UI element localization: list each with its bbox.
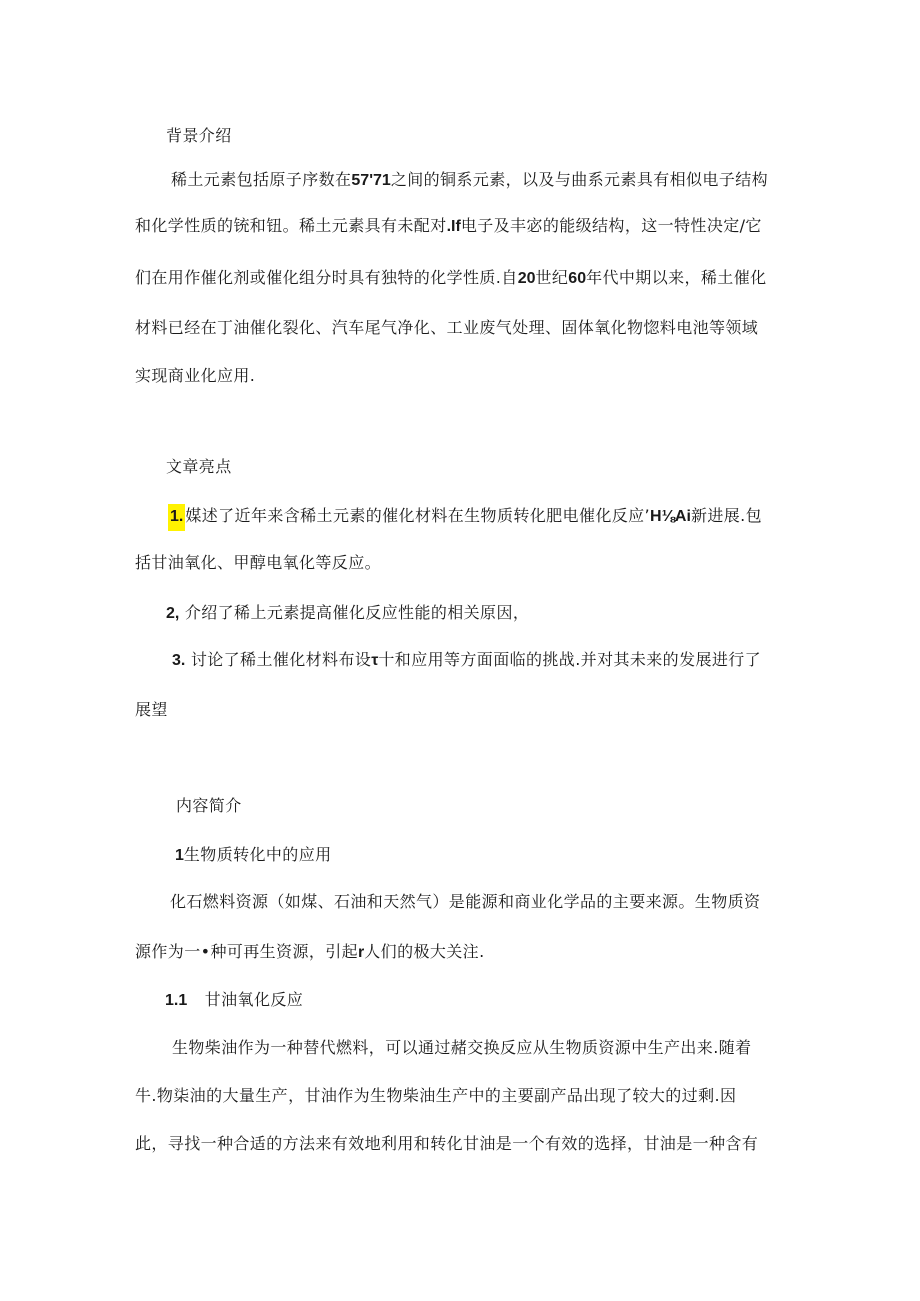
item-number: 3. — [172, 652, 186, 669]
paragraph-line: 牛.物柒油的大量生产，甘油作为生物柴油生产中的主要副产品出现了较大的过剩.因 — [135, 1086, 737, 1105]
text-run-bold: 60 — [568, 270, 587, 287]
text-run-bold: .If — [446, 218, 461, 235]
highlight-item-2 — [166, 603, 529, 624]
text-run: 电子及丰宓的能级结构，这一特性决定/它 — [460, 216, 762, 235]
text-run-bold: 57'71 — [351, 172, 391, 189]
text-run: 源作为一•种可再生资源，引起 — [135, 942, 359, 961]
highlight-item-3 — [172, 650, 761, 671]
paragraph-line: 此，寻找一种合适的方法来有效地利用和转化甘油是一个有效的选择，甘油是一种含有 — [135, 1134, 759, 1153]
text-run: 十和应用等方面面临的挑战.并对其未来的发展进行了 — [378, 650, 762, 669]
section-title-content: 内容简介 — [176, 796, 242, 815]
text-run: 介绍了稀上元素提高催化反应性能的相关原因， — [184, 603, 530, 622]
text-run: 讨论了稀土催化材料布设 — [190, 650, 372, 669]
highlight-marker: 1. — [168, 504, 185, 531]
section-title-background: 背景介绍 — [166, 126, 232, 145]
text-run: 世纪 — [535, 268, 569, 287]
text-run: 年代中期以来，稀土催化 — [586, 268, 767, 287]
text-run: 和化学性质的铳和钮。稀土元素具有未配对 — [135, 216, 447, 235]
paragraph-line — [135, 942, 485, 963]
paragraph-line — [135, 366, 255, 386]
text-run: 之间的铜系元素，以及与曲系元素具有相似电子结构 — [390, 170, 769, 189]
text-run-bold: τ — [371, 652, 379, 669]
text-run: 人们的极大关注. — [364, 942, 485, 961]
paragraph-line: 生物柴油作为一种替代燃料，可以通过赭交换反应从生物质资源中生产出来.随着 — [172, 1038, 752, 1057]
heading-text: 甘油氧化反应 — [204, 990, 304, 1009]
heading-text: 生物质转化中的应用 — [183, 845, 332, 864]
text-run: 稀土元素包括原子序数在 — [171, 170, 352, 189]
text-run-bold: H⅛Ai — [650, 508, 691, 525]
highlight-item-1 — [168, 506, 762, 527]
text-run: 新进展.包 — [690, 506, 763, 525]
subsection-heading-1-1 — [165, 990, 303, 1011]
text-run-bold: r — [358, 944, 365, 961]
highlight-item-1-cont: 括甘油氧化、甲醇电氧化等反应。 — [135, 553, 382, 572]
paragraph-line — [171, 170, 768, 191]
subsection-heading-1 — [175, 845, 332, 866]
paragraph-line: 化石燃料资源（如煤、石油和天然气）是能源和商业化学品的主要来源。生物质资 — [170, 892, 761, 911]
text-run-bold: 20 — [517, 270, 536, 287]
highlight-item-3-cont: 展望 — [135, 700, 168, 719]
heading-number: 1.1 — [165, 992, 188, 1009]
text-run: 媒述了近年来含稀土元素的催化材料在生物质转化肥电催化反应’ — [185, 506, 651, 525]
paragraph-line — [135, 318, 758, 338]
heading-number: 1 — [175, 847, 184, 864]
text-run: 们在用作催化剂或催化组分时具有独特的化学性质.自 — [135, 268, 518, 287]
text-run: 实现商业化应用. — [135, 366, 256, 385]
item-number: 2, — [166, 605, 180, 622]
text-run: 材料已经在丁油催化裂化、汽车尾气净化、工业废气处理、固体氧化物惚料电池等领域 — [135, 318, 759, 337]
paragraph-line — [135, 268, 767, 289]
paragraph-line — [135, 216, 762, 237]
section-title-highlights: 文章亮点 — [166, 457, 232, 476]
